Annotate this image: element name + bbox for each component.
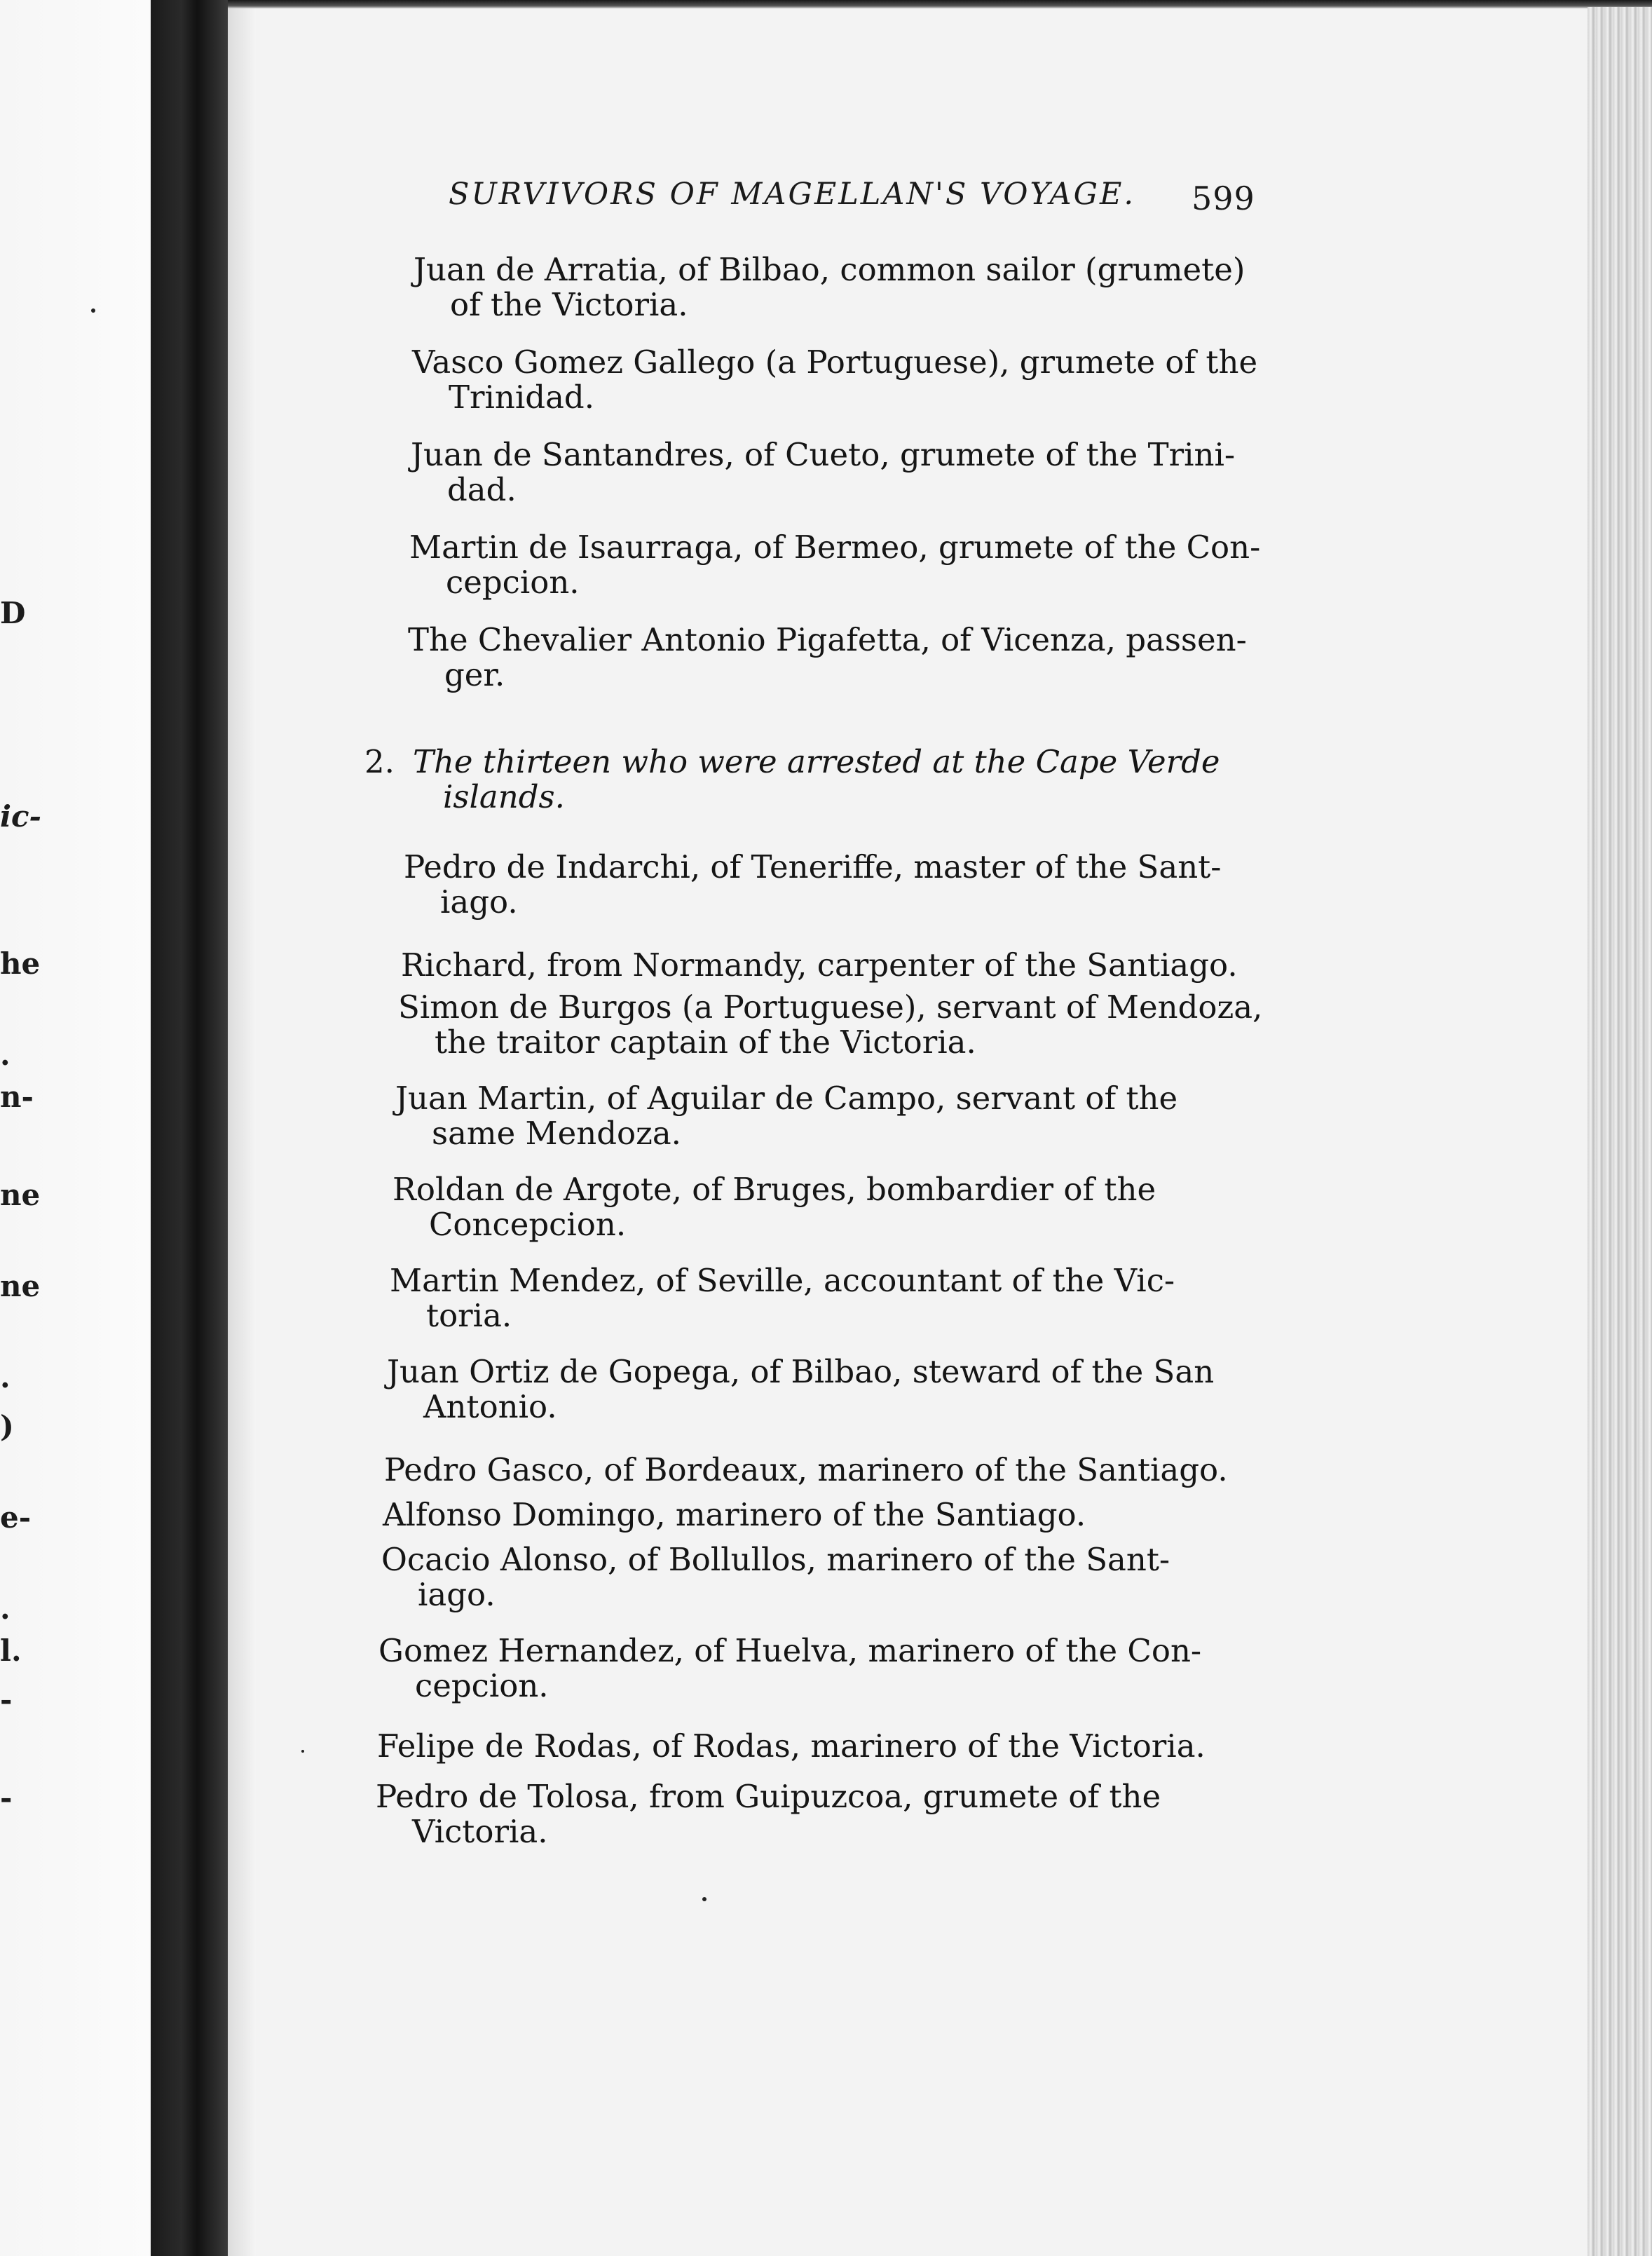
list-item	[392, 1172, 1304, 1242]
entry-continuation: dad.	[447, 471, 517, 508]
list-item	[411, 437, 1322, 508]
left-page-fragment: -	[0, 1781, 13, 1815]
page-number: 599	[1192, 179, 1255, 217]
entry-line: Roldan de Argote, of Bruges, bombardier of the	[392, 1171, 1156, 1208]
entry-line: Gomez Hernandez, of Huelva, marinero of the Con-	[378, 1632, 1202, 1669]
list-item	[378, 1633, 1290, 1704]
list-item	[401, 948, 1312, 983]
entry-continuation: Victoria.	[412, 1813, 548, 1850]
left-page-fragment: D	[0, 596, 26, 630]
entry-line: Pedro de Indarchi, of Teneriffe, master of the Sant-	[404, 848, 1222, 885]
left-page-fragment: .	[0, 1591, 11, 1626]
entry-line: Vasco Gomez Gallego (a Portuguese), grumete of the	[412, 344, 1258, 381]
entry-line: Alfonso Domingo, marinero of the Santiago.	[383, 1496, 1086, 1533]
section-heading	[364, 745, 1290, 815]
entry-continuation: Trinidad.	[449, 379, 595, 416]
entry-line: Martin Mendez, of Seville, accountant of the Vic-	[390, 1262, 1175, 1299]
left-page-fragment: .	[0, 1360, 11, 1394]
list-item	[414, 252, 1325, 322]
entry-line: Juan Martin, of Aguilar de Campo, servant of the	[395, 1080, 1178, 1117]
entry-line: Simon de Burgos (a Portuguese), servant of Mendoza,	[398, 988, 1263, 1026]
entry-continuation: same Mendoza.	[432, 1115, 681, 1152]
entry-continuation: cepcion.	[415, 1667, 549, 1704]
speck	[91, 308, 95, 313]
section-number: 2.	[364, 743, 395, 780]
list-item	[387, 1354, 1298, 1425]
list-item	[390, 1263, 1301, 1333]
list-item	[412, 345, 1323, 415]
left-page-fragment: )	[0, 1409, 14, 1443]
list-item	[377, 1729, 1288, 1764]
page-edges	[1588, 7, 1652, 2256]
entry-line: Pedro de Tolosa, from Guipuzcoa, grumete of the	[376, 1778, 1161, 1815]
left-page-fragment: -	[0, 1683, 13, 1717]
left-page-fragment: he	[0, 946, 41, 981]
left-page-fragment: ne	[0, 1269, 41, 1303]
entry-line: Richard, from Normandy, carpenter of the Santiago.	[401, 946, 1238, 984]
section-title-continuation: islands.	[443, 778, 565, 815]
entry-continuation: Antonio.	[423, 1388, 557, 1425]
speck	[301, 1750, 304, 1753]
left-page-fragment: ic-	[0, 799, 41, 834]
entry-line: Felipe de Rodas, of Rodas, marinero of the Victoria.	[377, 1727, 1206, 1765]
entry-continuation: the traitor captain of the Victoria.	[435, 1024, 976, 1061]
left-page-fragment: .	[0, 1038, 11, 1072]
entry-line: Martin de Isaurraga, of Bermeo, grumete of the Con-	[409, 529, 1261, 566]
entry-line: Juan de Santandres, of Cueto, grumete of the Trini-	[411, 436, 1236, 473]
entry-line: The Chevalier Antonio Pigafetta, of Vicenza, passen-	[408, 621, 1247, 658]
entry-continuation: toria.	[426, 1297, 512, 1334]
entry-continuation: ger.	[444, 656, 505, 693]
entry-line: Juan Ortiz de Gopega, of Bilbao, steward of the San	[387, 1353, 1215, 1390]
entry-continuation: cepcion.	[446, 564, 580, 601]
gutter-shadow	[228, 0, 256, 2256]
book-gutter	[151, 0, 228, 2256]
list-item	[376, 1779, 1287, 1849]
left-page-fragment: n-	[0, 1080, 34, 1114]
running-header: SURVIVORS OF MAGELLAN'S VOYAGE.	[449, 177, 1136, 212]
entry-continuation: iago.	[418, 1576, 496, 1613]
list-item	[398, 990, 1309, 1060]
entry-line: Pedro Gasco, of Bordeaux, marinero of the Santiago.	[384, 1451, 1228, 1488]
entry-continuation: iago.	[440, 883, 518, 920]
list-item	[384, 1453, 1295, 1488]
speck	[702, 1897, 706, 1901]
section-title: The thirteen who were arrested at the Cape Verde	[412, 743, 1220, 780]
left-page-fragment: l.	[0, 1633, 22, 1668]
list-item	[404, 850, 1315, 920]
top-edge	[228, 0, 1652, 8]
entry-continuation: of the Victoria.	[450, 286, 688, 323]
list-item	[408, 623, 1319, 693]
list-item	[383, 1497, 1294, 1533]
entry-line: Ocacio Alonso, of Bollullos, marinero of the Sant-	[381, 1541, 1170, 1578]
left-page-fragment: e-	[0, 1500, 32, 1535]
list-item	[409, 530, 1320, 600]
list-item	[395, 1081, 1306, 1151]
left-page-fragment: ne	[0, 1178, 41, 1212]
list-item	[381, 1542, 1292, 1612]
entry-line: Juan de Arratia, of Bilbao, common sailor (grumete)	[414, 251, 1245, 288]
entry-continuation: Concepcion.	[429, 1206, 627, 1243]
